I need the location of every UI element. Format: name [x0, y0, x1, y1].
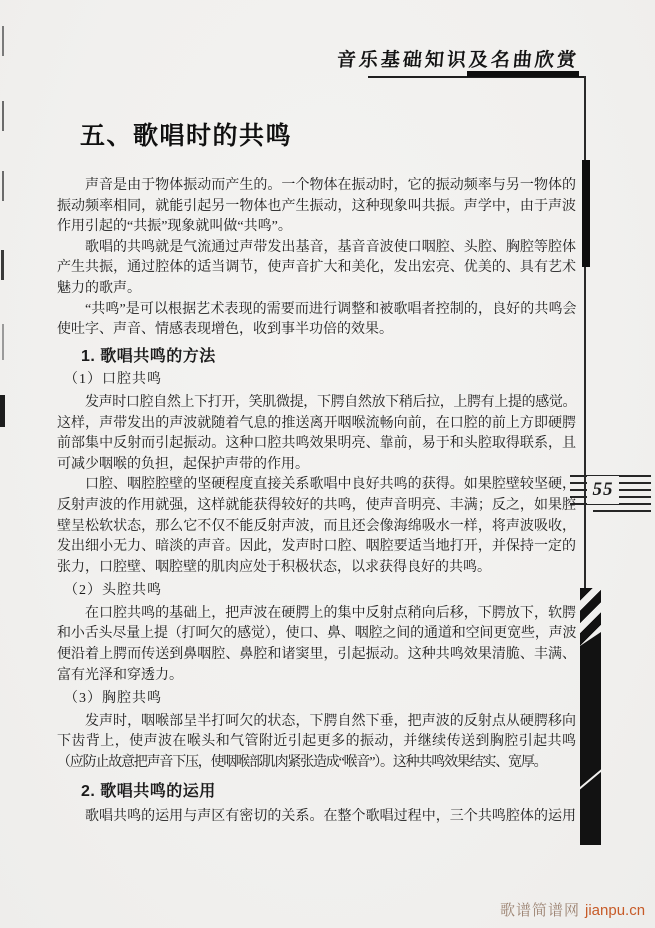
site-watermark [500, 899, 645, 920]
text-line: 这样，声带发出的声波就随着气息的推送离开咽喉流畅向前，在口腔的前上方即硬腭 [57, 415, 576, 431]
header-rule-thick [467, 71, 579, 77]
subsection-heading-chest-cavity: （3）胸腔共鸣 [64, 691, 162, 707]
text-line: 张力，口腔壁、咽腔壁的肌肉应处于积极状态，以求获得良好的共鸣。 [57, 559, 491, 575]
watermark-site-name: 歌谱简谱网 [500, 903, 581, 919]
text-line: 声音是由于物体振动而产生的。一个物体在振动时，它的振动频率与另一物体的 [85, 178, 576, 193]
article-title: 五、歌唱时的共鸣 [80, 122, 293, 150]
tab-solid-bar [580, 632, 601, 845]
stripe-line [593, 510, 651, 512]
text-line: 壁呈松软状态，那么它不仅不能反射声波，而且还会像海绵吸水一样，将声波吸收， [57, 518, 576, 534]
text-line: 振动频率相同，就能引起另一物体也产生振动，这种现象叫共振。声学中，由于声波 [57, 198, 576, 214]
section-heading-usage: 2. 歌唱共鸣的运用 [81, 782, 216, 800]
watermark-site-url: jianpu.cn [585, 902, 646, 919]
text-line: （应防止故意把声音下压，使咽喉部肌肉紧张造成“喉音”）。这种共鸣效果结实、宽厚。 [57, 755, 547, 771]
text-line: 产生共振，通过腔体的适当调节，使声音扩大和美化，发出宏亮、优美的、具有艺术 [57, 260, 576, 276]
page-edge-line-thick-segment [582, 160, 590, 267]
text-line: “共鸣”是可以根据艺术表现的需要而进行调整和被歌唱者控制的，良好的共鸣会 [85, 301, 576, 317]
binding-mark [2, 171, 4, 201]
binding-mark [0, 395, 5, 427]
text-line: 发出细小无力、暗淡的声音。因此，发声时口腔、咽腔要适当地打开，并保持一定的 [57, 539, 576, 555]
section-heading-methods: 1. 歌唱共鸣的方法 [81, 347, 216, 365]
text-line: 歌唱的共鸣就是气流通过声带发出基音，基音音波使口咽腔、头腔、胸腔等腔体 [85, 239, 576, 255]
subsection-heading-oral-cavity: （1）口腔共鸣 [64, 372, 162, 388]
text-line: 发声时，咽喉部呈半打呵欠的状态，下腭自然下垂，把声波的反射点从硬腭移向 [85, 713, 576, 729]
text-line: 和小舌头尽量上提（打呵欠的感觉），使口、鼻、咽腔之间的通道和空间更宽些，声波 [57, 626, 576, 642]
text-line: 发声时口腔自然上下打开，笑肌微提，下腭自然放下稍后拉，上腭有上提的感觉。 [85, 394, 576, 410]
chapter-thumb-tab [580, 588, 601, 845]
text-line: 作用引起的“共振”现象就叫做“共鸣”。 [57, 219, 292, 235]
book-header-title: 音乐基础知识及名曲欣赏 [335, 50, 580, 71]
text-line: 在口腔共鸣的基础上，把声波在硬腭上的集中反射点稍向后移，下腭放下，软腭 [85, 605, 576, 621]
text-line: 口腔、咽腔腔壁的坚硬程度直接关系歌唱中良好共鸣的获得。如果腔壁较坚硬， [85, 477, 576, 493]
text-line: 使吐字、声音、情感表现增色，收到事半功倍的效果。 [57, 322, 393, 338]
text-line: 富有光泽和穿透力。 [57, 667, 183, 683]
text-line: 魅力的歌声。 [57, 280, 141, 296]
text-line: 前部集中反射而引起振动。这种口腔共鸣效果明亮、靠前，易于和头腔取得联系，且 [57, 436, 576, 452]
page-number-stripes [570, 475, 655, 517]
text-line: 反射声波的作用就强，这样就能获得较好的共鸣，使声音明亮、丰满；反之，如果腔 [57, 497, 576, 513]
subsection-heading-head-cavity: （2）头腔共鸣 [64, 583, 162, 599]
text-line: 便沿着上腭而传送到鼻咽腔、鼻腔和诸窦里，引起振动。这种共鸣效果清脆、丰满、 [57, 647, 576, 663]
text-line: 歌唱共鸣的运用与声区有密切的关系。在整个歌唱过程中，三个共鸣腔体的运用 [85, 809, 576, 825]
page-number: 55 [587, 476, 619, 504]
binding-mark [2, 101, 4, 131]
binding-mark [2, 324, 4, 360]
text-line: 下齿背上，使声波在喉头和气管附近引起更多的振动，并继续传送到胸腔引起共鸣 [57, 734, 576, 750]
binding-mark [2, 26, 4, 56]
article-body [57, 176, 576, 828]
binding-mark [1, 250, 4, 280]
text-line: 可减少咽喉的负担，起保护声带的作用。 [57, 456, 309, 472]
